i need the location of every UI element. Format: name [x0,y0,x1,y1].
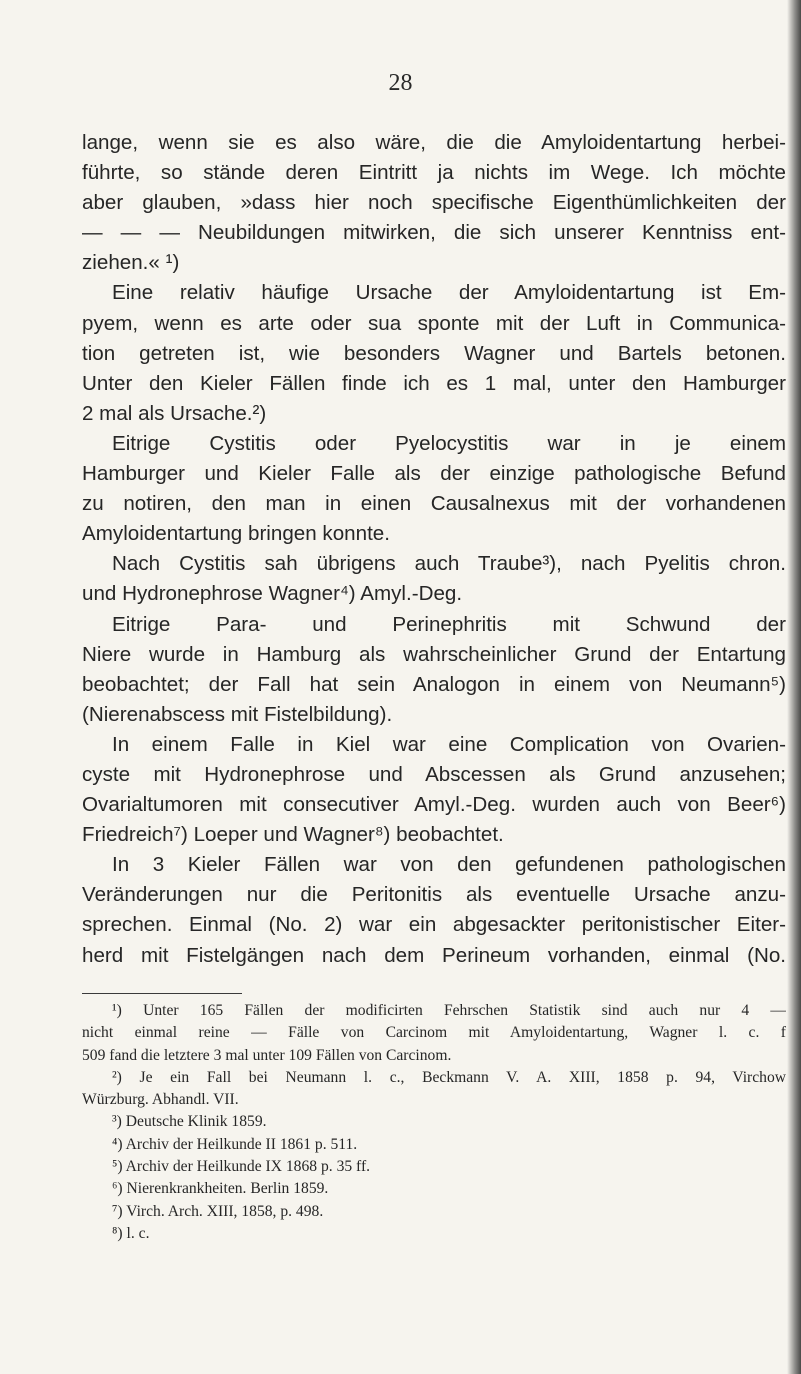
body-line: Eitrige Para- und Perinephritis mit Schwund der [112,612,786,636]
footnote-line: ³) Deutsche Klinik 1859. [112,1113,267,1131]
body-line: pyem, wenn es arte oder sua sponte mit der Luft in Communica- [82,311,786,335]
body-line: Amyloidentartung bringen konnte. [82,522,390,546]
body-line: Unter den Kieler Fällen finde ich es 1 mal, unter den Hamburger [82,371,786,395]
page-edge-shadow [787,0,801,1374]
footnote-divider [82,993,242,994]
body-line: Veränderungen nur die Peritonitis als eventuelle Ursache anzu- [82,883,786,907]
body-line: beobachtet; der Fall hat sein Analogon in einem von Neumann⁵) [82,672,786,696]
body-line: sprechen. Einmal (No. 2) war ein abgesackter peritonistischer Eiter- [82,913,786,937]
footnote-line: ⁵) Archiv der Heilkunde IX 1868 p. 35 ff. [112,1158,371,1176]
body-line: Friedreich⁷) Loeper und Wagner⁸) beobachtet. [82,823,504,847]
body-line: Eitrige Cystitis oder Pyelocystitis war in je einem [112,431,786,455]
body-line: und Hydronephrose Wagner⁴) Amyl.-Deg. [82,582,463,606]
body-line: ziehen.« ¹) [82,251,180,275]
footnote-line: ⁷) Virch. Arch. XIII, 1858, p. 498. [112,1202,324,1220]
footnotes [82,1000,786,1245]
body-line: Niere wurde in Hamburg als wahrscheinlicher Grund der Entartung [82,642,786,666]
body-line: Eine relativ häufige Ursache der Amyloidentartung ist Em- [112,281,786,305]
body-line: Ovarialtumoren mit consecutiver Amyl.-Deg. wurden auch von Beer⁶) [82,793,786,817]
body-line: Nach Cystitis sah übrigens auch Traube³), nach Pyelitis chron. [112,552,786,576]
body-line: herd mit Fistelgängen nach dem Perineum vorhanden, einmal (No. [82,943,786,967]
body-line: zu notiren, den man in einen Causalnexus mit der vorhandenen [82,492,786,516]
footnote-line: 509 fand die letztere 3 mal unter 109 Fällen von Carcinom. [82,1046,452,1064]
page-number: 28 [388,70,413,96]
footnote-line: ⁶) Nierenkrankheiten. Berlin 1859. [112,1180,329,1198]
body-line: (Nierenabscess mit Fistelbildung). [82,702,393,726]
body-line: cyste mit Hydronephrose und Abscessen als Grund anzusehen; [82,762,786,786]
footnote-line: nicht einmal reine — Fälle von Carcinom mit Amyloidentartung, Wagner l. c. f [82,1024,786,1042]
body-line: Hamburger und Kieler Falle als der einzige pathologische Befund [82,462,786,486]
footnote-line: ²) Je ein Fall bei Neumann l. c., Beckmann V. A. XIII, 1858 p. 94, Virchow [112,1068,786,1086]
body-line: aber glauben, »dass hier noch specifische Eigenthümlichkeiten der [82,191,786,215]
body-text [82,128,786,971]
body-line: führte, so stände deren Eintritt ja nichts im Wege. Ich möchte [82,161,786,185]
footnote-line: ¹) Unter 165 Fällen der modificirten Fehrschen Statistik sind auch nur 4 — [112,1002,786,1019]
body-line: In 3 Kieler Fällen war von den gefundenen pathologischen [112,853,786,877]
body-line: In einem Falle in Kiel war eine Complication von Ovarien- [112,732,786,756]
body-line: tion getreten ist, wie besonders Wagner und Bartels betonen. [82,341,786,365]
body-line: lange, wenn sie es also wäre, die die Amyloidentartung herbei- [82,131,786,154]
footnote-line: Würzburg. Abhandl. VII. [82,1091,239,1109]
footnote-line: ⁴) Archiv der Heilkunde II 1861 p. 511. [112,1135,358,1153]
body-line: — — — Neubildungen mitwirken, die sich unserer Kenntniss ent- [82,221,786,245]
footnote-line: ⁸) l. c. [112,1224,150,1242]
body-line: 2 mal als Ursache.²) [82,401,267,425]
